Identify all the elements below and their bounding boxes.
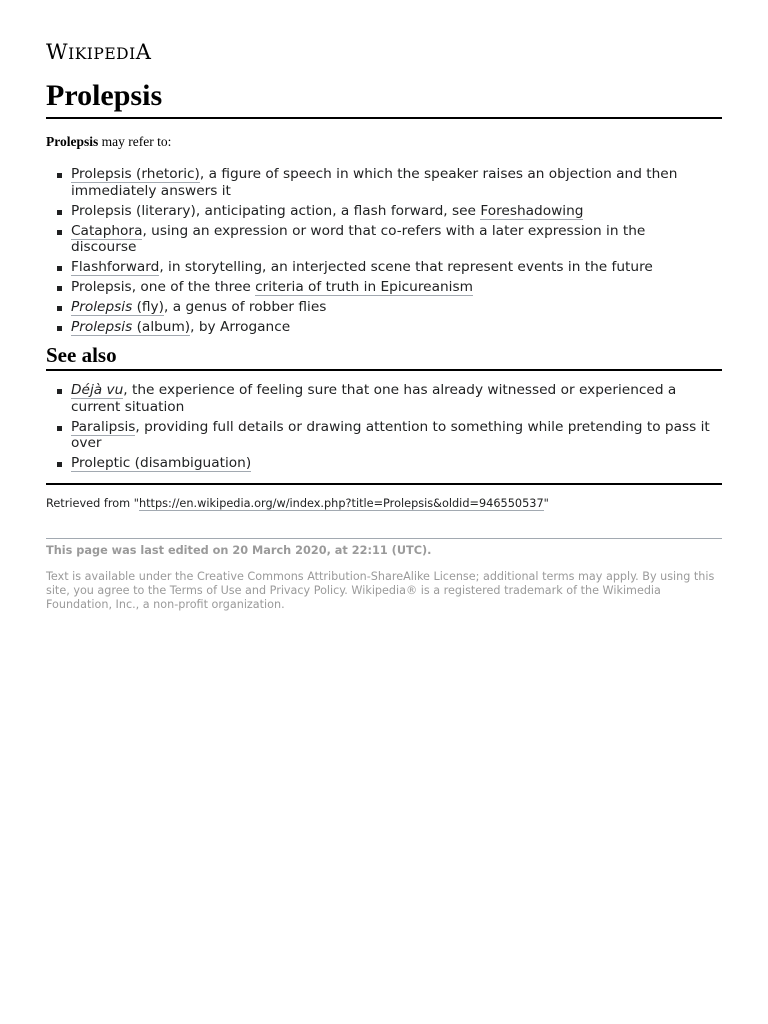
list-item xyxy=(46,259,722,276)
item-description: , providing full details or drawing attention to something while pretending to pass it over xyxy=(71,418,710,451)
link-italic-part: Prolepsis xyxy=(71,319,133,335)
meaning-list xyxy=(46,166,722,339)
item-description: Prolepsis, one of the three xyxy=(71,279,256,295)
item-description: , using an expression or word that co-refers with a later expression in the discourse xyxy=(71,222,646,255)
retrieved-from xyxy=(46,497,549,510)
link-cataphora[interactable]: Cataphora xyxy=(71,222,143,239)
last-edited-notice: This page was last edited on 20 March 2020, at 22:11 (UTC). xyxy=(46,544,432,557)
link-italic-part: Prolepsis xyxy=(71,299,133,315)
wikipedia-wordmark[interactable] xyxy=(46,40,151,64)
list-item xyxy=(46,419,722,452)
list-item xyxy=(46,279,722,296)
content-end-divider xyxy=(46,483,722,485)
item-description: , a genus of robber flies xyxy=(164,299,327,315)
list-item xyxy=(46,382,722,415)
page-title: Prolepsis xyxy=(46,79,163,112)
see-also-list xyxy=(46,382,722,475)
footer-divider xyxy=(46,538,722,539)
item-description: Prolepsis (literary), anticipating action, a flash forward, see xyxy=(71,202,481,219)
link-paralipsis[interactable]: Paralipsis xyxy=(71,418,136,435)
list-item xyxy=(46,166,722,199)
link-prolepsis-album[interactable] xyxy=(71,319,190,336)
list-item xyxy=(46,299,722,316)
intro-rest: may refer to: xyxy=(98,134,172,149)
intro-term: Prolepsis xyxy=(46,134,99,149)
list-item xyxy=(46,223,722,256)
retrieved-suffix: " xyxy=(543,497,549,510)
permanent-link[interactable]: https://en.wikipedia.org/w/index.php?title=Prolepsis&oldid=946550537 xyxy=(138,497,544,510)
wordmark-middle: IKIPEDI xyxy=(68,45,136,63)
link-deja-vu[interactable]: Déjà vu xyxy=(71,382,124,398)
link-prolepsis-fly[interactable] xyxy=(71,299,164,316)
list-item xyxy=(46,319,722,336)
link-proleptic-disambiguation[interactable]: Proleptic (disambiguation) xyxy=(71,455,252,471)
title-divider xyxy=(46,117,722,119)
item-description: , the experience of feeling sure that one has already witnessed or experienced a current situation xyxy=(71,382,677,415)
link-foreshadowing[interactable]: Foreshadowing xyxy=(480,202,584,219)
intro-sentence xyxy=(46,134,171,150)
link-flashforward[interactable]: Flashforward xyxy=(71,259,160,275)
see-also-heading: See also xyxy=(46,343,117,367)
list-item xyxy=(46,455,722,472)
list-item xyxy=(46,203,722,220)
retrieved-prefix: Retrieved from " xyxy=(46,497,139,510)
item-description: , by Arrogance xyxy=(190,319,291,335)
wordmark-final: A xyxy=(135,40,152,64)
link-criteria-of-truth[interactable]: criteria of truth in Epicureanism xyxy=(255,279,473,295)
link-prolepsis-rhetoric[interactable]: Prolepsis (rhetoric) xyxy=(71,166,200,182)
see-also-divider xyxy=(46,369,722,371)
wordmark-initial: W xyxy=(46,40,69,64)
link-rest-part: (album) xyxy=(132,319,191,335)
link-rest-part: (fly) xyxy=(132,299,164,315)
item-description: , a figure of speech in which the speaker raises an objection and then immediately answers it xyxy=(71,166,678,199)
item-description: , in storytelling, an interjected scene that represent events in the future xyxy=(159,259,653,275)
license-notice: Text is available under the Creative Commons Attribution-ShareAlike License; additional terms may apply. By using this site, you agree to the Terms of Use and Privacy Policy. Wikipedia® is a registered trademark of the Wikimedia Foundation, Inc., a non-profit organization. xyxy=(46,570,715,611)
